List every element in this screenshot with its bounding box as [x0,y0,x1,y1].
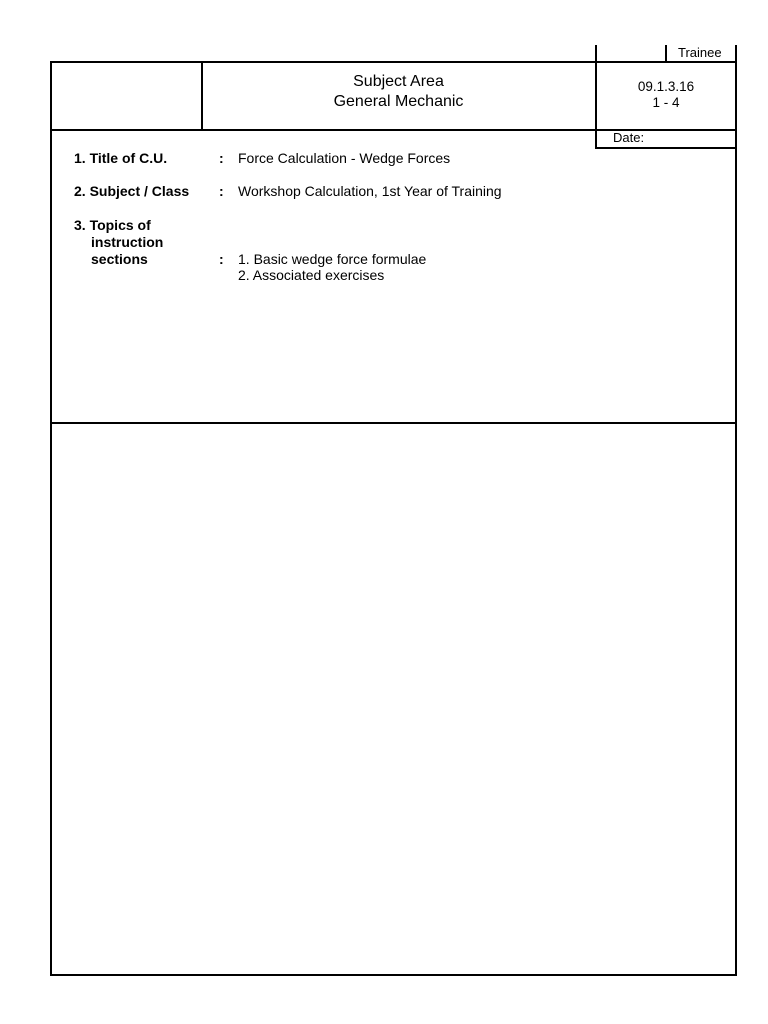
frame-right-border [735,61,737,976]
frame-bottom-border [50,974,737,976]
item-title-colon: : [219,150,224,166]
item-topics-label-line-2: instruction [91,234,164,250]
frame-top-border [50,61,737,63]
frame-left-border [50,61,52,976]
item-topics-value-1: 1. Basic wedge force formulae [238,251,427,267]
date-label: Date: [613,130,645,145]
item-topics-label-line-1: 3. Topics of [74,217,151,233]
trainee-tab-divider [665,45,667,62]
date-box-bottom-border [595,147,737,149]
item-title-value: Force Calculation - Wedge Forces [238,150,451,166]
item-subject-value: Workshop Calculation, 1st Year of Training [238,183,502,199]
subject-name: General Mechanic [333,93,464,110]
section-divider [50,422,737,424]
item-topics-value-2: 2. Associated exercises [238,267,385,283]
trainee-tab-right-border [735,45,737,62]
page-range: 1 - 4 [652,95,680,110]
trainee-label: Trainee [678,45,722,60]
subject-area-label: Subject Area [353,73,444,90]
item-subject-label: 2. Subject / Class [74,183,190,199]
item-topics-colon: : [219,251,224,267]
item-title-label: 1. Title of C.U. [74,150,168,166]
document-code: 09.1.3.16 [637,79,695,94]
trainee-tab-left-border [595,45,597,62]
item-subject-colon: : [219,183,224,199]
item-topics-label-line-3: sections [91,251,148,267]
